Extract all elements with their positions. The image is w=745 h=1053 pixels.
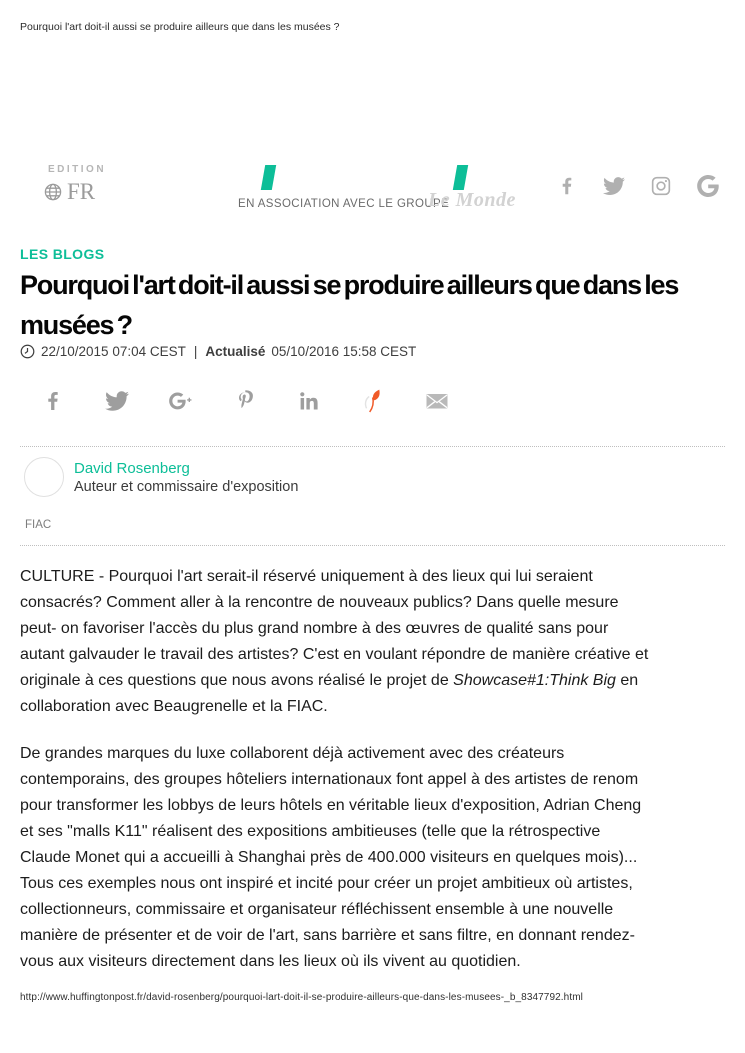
paragraph-text: en collaboration avec Beaugrenelle et la FIAC. [20,672,639,715]
google-icon[interactable] [697,175,719,197]
edition-label: EDITION [48,164,107,175]
article-title: Pourquoi l'art doit-il aussi se produire ailleurs que dans les musées ? [20,270,679,340]
dateline-separator: | [193,344,198,359]
twitter-icon[interactable] [603,175,625,197]
updated-date: 05/10/2016 15:58 CEST [271,344,417,359]
paragraph-italic-text: Showcase#1:Think Big [453,672,616,689]
author-role: Auteur et commissaire d'exposition [74,479,299,495]
author-name[interactable]: David Rosenberg [74,460,190,477]
header-social-bar [556,175,719,197]
paragraph: De grandes marques du luxe collaborent déjà activement avec des créateurs contemporains, des groupes hôteliers internationaux font appel à des artistes de renom pour transformer les lobbys de leurs hôtels en véritable lieux d'exposition, Adrian Cheng et ses "malls K11" réalisent des expositions ambitieuses (telle que la rétrospective Claude Monet qui a accueilli à Shanghai près de 400.000 visiteurs en quelques mois)... Tous ces exemples nous ont inspiré et incité pour créer un projet ambitieux où artistes, collectionneurs, commissaire et organisateur réfléchissent ensemble à une nouvelle manière de présenter et de voir de l'art, sans barrière et sans filtre, en donnant rendez-vous aux visiteurs directement dans les lieux où ils vivent au quotidien. [20,745,642,970]
divider [20,545,725,546]
clock-icon [20,344,35,359]
edition-switcher[interactable] [44,179,95,205]
share-googleplus-button[interactable] [168,388,194,414]
facebook-icon[interactable] [556,175,578,197]
huffpost-slash-icon [453,165,468,190]
print-footer-url: http://www.huffingtonpost.fr/david-rosenberg/pourquoi-lart-doit-il-se-produire-ailleurs-que-dans-les-musees-_b_8347792.html [20,992,583,1003]
divider [20,446,725,447]
image-caption: FIAC [25,519,52,531]
lemonde-logo[interactable]: Le Monde [428,189,516,211]
globe-icon [44,183,62,201]
updated-label: Actualisé [205,344,266,359]
published-date: 22/10/2015 07:04 CEST [41,344,186,359]
share-facebook-button[interactable] [40,388,66,414]
huffpost-slash-icon [261,165,276,190]
section-les-blogs[interactable]: LES BLOGS [20,246,105,262]
article-body [20,564,653,975]
share-bar [40,388,450,414]
edition-lang-label: FR [67,179,96,204]
association-text: EN ASSOCIATION AVEC LE GROUPE [238,198,450,210]
instagram-icon[interactable] [650,175,672,197]
paragraph [20,564,653,720]
share-twitter-button[interactable] [104,388,130,414]
share-linkedin-button[interactable] [296,388,322,414]
paragraph-text: CULTURE - Pourquoi l'art serait-il réservé uniquement à des lieux qui lui seraient consacrés? Comment aller à la rencontre de nouveaux publics? Dans quelle mesure peut- on favoriser l'accès du plus grand nombre à des œuvres de qualité sans pour autant galvauder le travail des artistes? C'est en voulant répondre de manière créative et originale à ces questions que nous avons réalisé le projet de [20,568,649,689]
share-viadeo-button[interactable] [360,388,386,414]
share-pinterest-button[interactable] [232,388,258,414]
dateline [20,344,416,359]
author-avatar[interactable] [24,457,64,497]
share-email-button[interactable] [424,388,450,414]
print-header-title: Pourquoi l'art doit-il aussi se produire ailleurs que dans les musées ? [20,21,340,33]
